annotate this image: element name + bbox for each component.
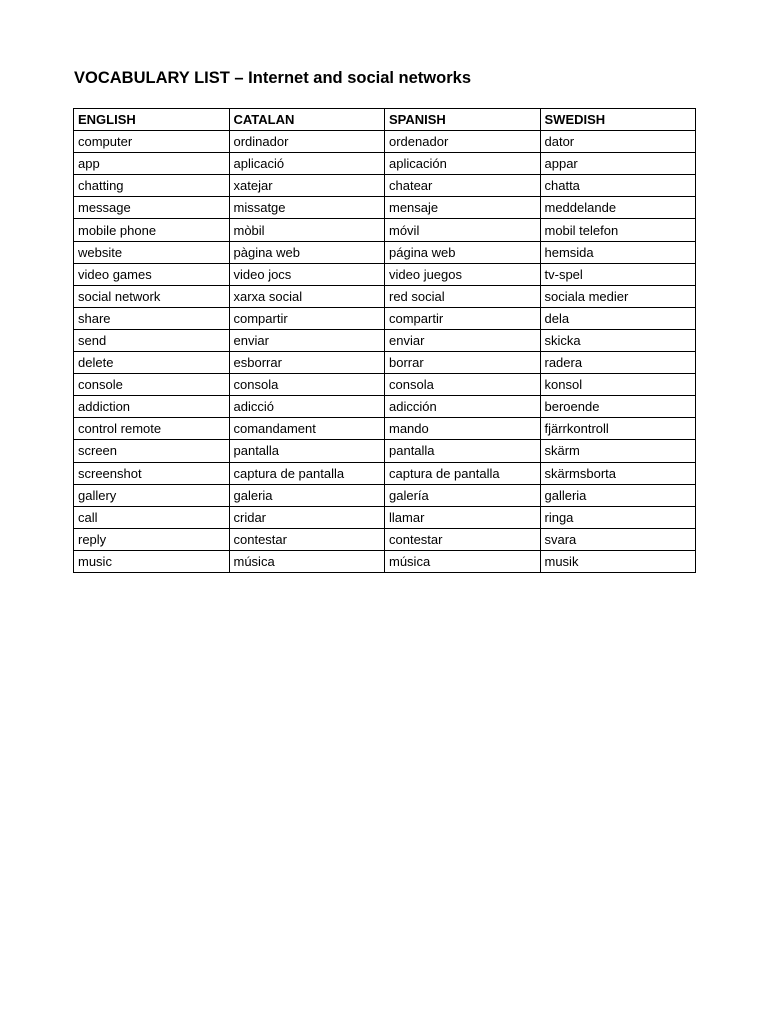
cell-catalan: compartir bbox=[229, 307, 385, 329]
cell-english: video games bbox=[74, 263, 230, 285]
cell-english: music bbox=[74, 550, 230, 572]
table-header bbox=[74, 109, 696, 131]
cell-english: reply bbox=[74, 528, 230, 550]
cell-catalan: video jocs bbox=[229, 263, 385, 285]
cell-english: social network bbox=[74, 285, 230, 307]
table-row bbox=[74, 241, 696, 263]
cell-catalan: pantalla bbox=[229, 440, 385, 462]
cell-swedish: dator bbox=[540, 131, 696, 153]
cell-catalan: pàgina web bbox=[229, 241, 385, 263]
cell-swedish: meddelande bbox=[540, 197, 696, 219]
cell-catalan: adicció bbox=[229, 396, 385, 418]
table-row bbox=[74, 550, 696, 572]
cell-english: addiction bbox=[74, 396, 230, 418]
header-english: ENGLISH bbox=[74, 109, 230, 131]
cell-english: gallery bbox=[74, 484, 230, 506]
cell-catalan: consola bbox=[229, 374, 385, 396]
cell-spanish: contestar bbox=[385, 528, 541, 550]
cell-catalan: música bbox=[229, 550, 385, 572]
cell-swedish: skicka bbox=[540, 329, 696, 351]
cell-spanish: ordenador bbox=[385, 131, 541, 153]
header-swedish: SWEDISH bbox=[540, 109, 696, 131]
cell-spanish: llamar bbox=[385, 506, 541, 528]
cell-spanish: consola bbox=[385, 374, 541, 396]
cell-english: screen bbox=[74, 440, 230, 462]
cell-spanish: red social bbox=[385, 285, 541, 307]
cell-swedish: mobil telefon bbox=[540, 219, 696, 241]
cell-spanish: pantalla bbox=[385, 440, 541, 462]
cell-english: message bbox=[74, 197, 230, 219]
table-row bbox=[74, 263, 696, 285]
cell-english: console bbox=[74, 374, 230, 396]
table-row bbox=[74, 131, 696, 153]
table-row bbox=[74, 374, 696, 396]
cell-spanish: mensaje bbox=[385, 197, 541, 219]
cell-spanish: mando bbox=[385, 418, 541, 440]
cell-swedish: musik bbox=[540, 550, 696, 572]
table-row bbox=[74, 329, 696, 351]
cell-spanish: música bbox=[385, 550, 541, 572]
vocabulary-table bbox=[73, 108, 696, 573]
cell-catalan: esborrar bbox=[229, 352, 385, 374]
table-row bbox=[74, 506, 696, 528]
table-row bbox=[74, 352, 696, 374]
cell-catalan: missatge bbox=[229, 197, 385, 219]
table-row bbox=[74, 153, 696, 175]
cell-swedish: dela bbox=[540, 307, 696, 329]
cell-english: website bbox=[74, 241, 230, 263]
cell-swedish: fjärrkontroll bbox=[540, 418, 696, 440]
cell-catalan: enviar bbox=[229, 329, 385, 351]
cell-catalan: xarxa social bbox=[229, 285, 385, 307]
cell-spanish: borrar bbox=[385, 352, 541, 374]
table-row bbox=[74, 197, 696, 219]
cell-spanish: aplicación bbox=[385, 153, 541, 175]
cell-swedish: konsol bbox=[540, 374, 696, 396]
page-title: VOCABULARY LIST – Internet and social networks bbox=[74, 69, 471, 87]
table-row bbox=[74, 396, 696, 418]
cell-swedish: ringa bbox=[540, 506, 696, 528]
cell-english: delete bbox=[74, 352, 230, 374]
cell-spanish: adicción bbox=[385, 396, 541, 418]
cell-swedish: tv-spel bbox=[540, 263, 696, 285]
cell-catalan: cridar bbox=[229, 506, 385, 528]
cell-catalan: ordinador bbox=[229, 131, 385, 153]
cell-spanish: galería bbox=[385, 484, 541, 506]
cell-swedish: galleria bbox=[540, 484, 696, 506]
table-row bbox=[74, 528, 696, 550]
cell-swedish: chatta bbox=[540, 175, 696, 197]
cell-spanish: compartir bbox=[385, 307, 541, 329]
cell-english: share bbox=[74, 307, 230, 329]
cell-catalan: xatejar bbox=[229, 175, 385, 197]
table-body bbox=[74, 131, 696, 573]
cell-swedish: radera bbox=[540, 352, 696, 374]
cell-catalan: contestar bbox=[229, 528, 385, 550]
cell-english: control remote bbox=[74, 418, 230, 440]
header-catalan: CATALAN bbox=[229, 109, 385, 131]
table-row bbox=[74, 484, 696, 506]
cell-swedish: appar bbox=[540, 153, 696, 175]
cell-english: mobile phone bbox=[74, 219, 230, 241]
table-row bbox=[74, 440, 696, 462]
cell-swedish: svara bbox=[540, 528, 696, 550]
cell-swedish: hemsida bbox=[540, 241, 696, 263]
cell-spanish: chatear bbox=[385, 175, 541, 197]
header-spanish: SPANISH bbox=[385, 109, 541, 131]
cell-catalan: comandament bbox=[229, 418, 385, 440]
cell-catalan: captura de pantalla bbox=[229, 462, 385, 484]
table-row bbox=[74, 175, 696, 197]
table-row bbox=[74, 418, 696, 440]
cell-catalan: galeria bbox=[229, 484, 385, 506]
cell-spanish: página web bbox=[385, 241, 541, 263]
header-row bbox=[74, 109, 696, 131]
table-row bbox=[74, 307, 696, 329]
cell-english: computer bbox=[74, 131, 230, 153]
cell-spanish: captura de pantalla bbox=[385, 462, 541, 484]
cell-swedish: skärmsborta bbox=[540, 462, 696, 484]
cell-spanish: móvil bbox=[385, 219, 541, 241]
cell-catalan: mòbil bbox=[229, 219, 385, 241]
cell-english: chatting bbox=[74, 175, 230, 197]
table-row bbox=[74, 462, 696, 484]
cell-english: app bbox=[74, 153, 230, 175]
cell-english: call bbox=[74, 506, 230, 528]
cell-swedish: skärm bbox=[540, 440, 696, 462]
table-row bbox=[74, 285, 696, 307]
cell-swedish: sociala medier bbox=[540, 285, 696, 307]
cell-english: screenshot bbox=[74, 462, 230, 484]
cell-catalan: aplicació bbox=[229, 153, 385, 175]
cell-spanish: enviar bbox=[385, 329, 541, 351]
cell-spanish: video juegos bbox=[385, 263, 541, 285]
table-row bbox=[74, 219, 696, 241]
cell-swedish: beroende bbox=[540, 396, 696, 418]
cell-english: send bbox=[74, 329, 230, 351]
